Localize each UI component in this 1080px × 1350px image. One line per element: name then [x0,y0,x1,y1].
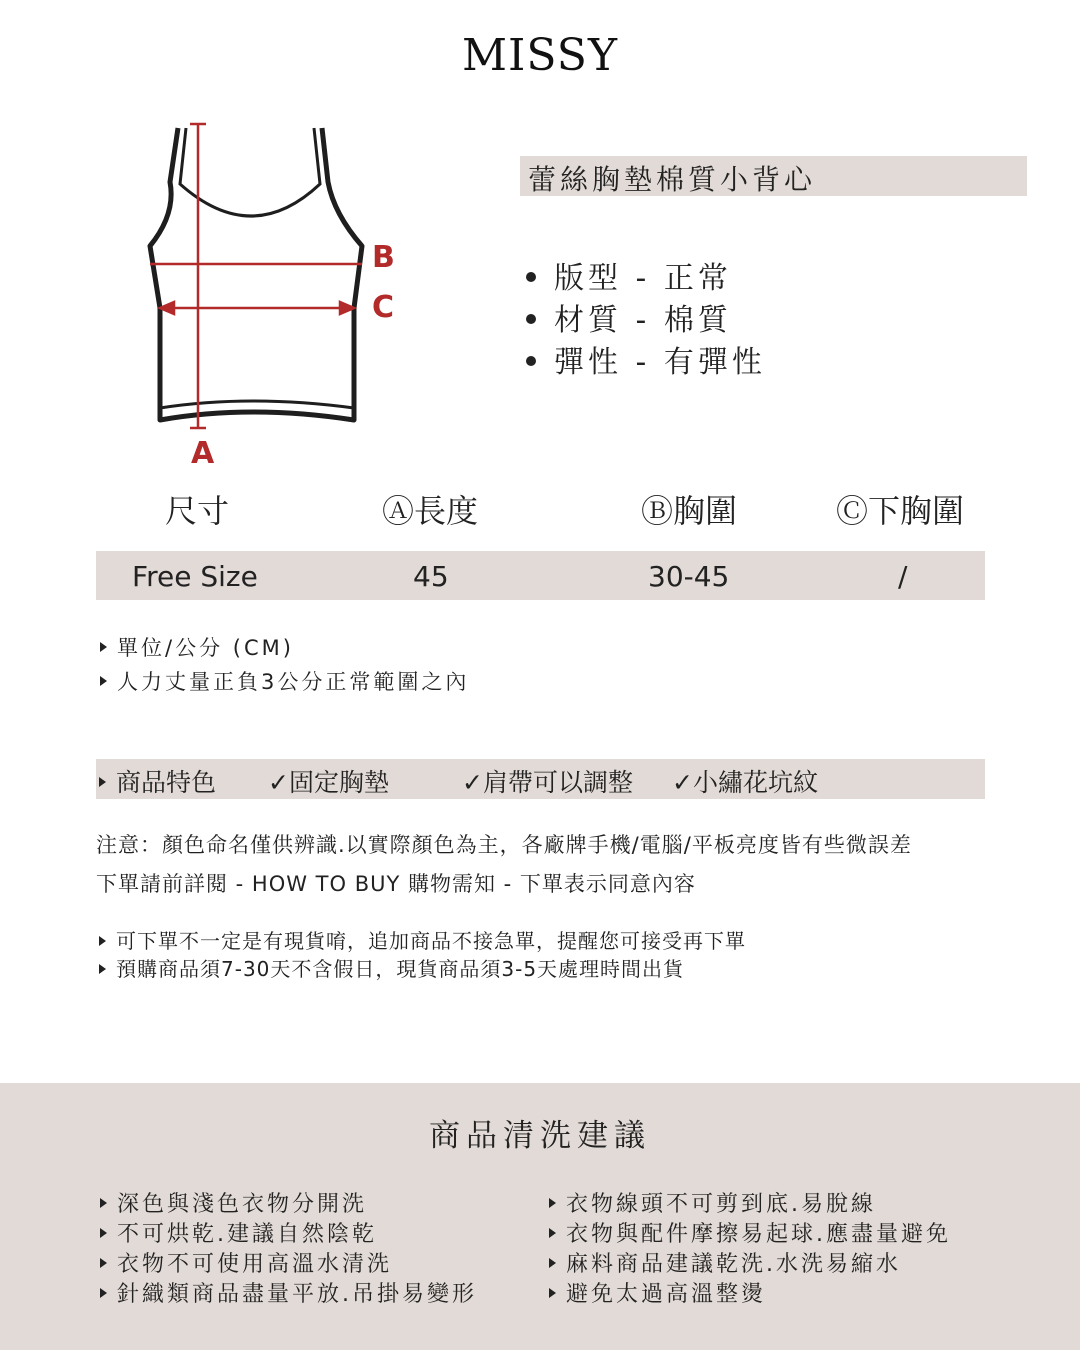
triangle-bullet-icon [549,1228,556,1238]
length-cell: 45 [413,560,449,593]
bust-cell: 30-45 [648,560,730,593]
measure-label-b: B [372,240,395,275]
order-note: 預購商品須7-30天不含假日，現貨商品須3-5天處理時間出貨 [99,953,684,982]
triangle-bullet-icon [99,964,106,974]
triangle-bullet-icon [100,1198,107,1208]
spec-item: 材質 - 棉質 [526,300,766,342]
wash-item: 衣物不可使用高溫水清洗 [100,1250,477,1280]
bullet-icon [526,272,536,282]
wash-item: 針織類商品盡量平放.吊掛易變形 [100,1280,477,1310]
wash-item: 衣物線頭不可剪到底.易脫線 [549,1190,951,1220]
tolerance-note: 人力丈量正負3公分正常範圍之內 [100,666,469,696]
product-name: 蕾絲胸墊棉質小背心 [528,163,817,196]
feature-item: ✓固定胸墊 [268,768,389,797]
underbust-cell: / [898,560,908,593]
spec-list [526,258,766,384]
unit-note: 單位/公分 (CM) [100,632,294,662]
brand-logo: MISSY [462,30,618,81]
triangle-bullet-icon [100,1258,107,1268]
spec-item: 版型 - 正常 [526,258,766,300]
triangle-bullet-icon [100,642,107,652]
bullet-icon [526,356,536,366]
caution-line-2: 下單請前詳閱 - HOW TO BUY 購物需知 - 下單表示同意內容 [96,872,696,896]
underbust-header: Ⓒ下胸圍 [836,492,965,530]
spec-item: 彈性 - 有彈性 [526,342,766,384]
measure-label-c: C [372,290,395,325]
features-label: 商品特色 [99,763,216,799]
order-note: 可下單不一定是有現貨唷，追加商品不接急單，提醒您可接受再下單 [99,925,746,954]
triangle-bullet-icon [100,1228,107,1238]
triangle-bullet-icon [99,777,106,787]
size-cell: Free Size [132,560,258,593]
size-header: 尺寸 [165,492,230,530]
product-name-bar [520,156,1027,196]
triangle-bullet-icon [549,1258,556,1268]
feature-item: ✓小繡花坑紋 [672,768,818,797]
wash-item: 不可烘乾.建議自然陰乾 [100,1220,477,1250]
wash-list-left [100,1190,477,1310]
measure-label-a: A [191,436,215,471]
caution-line-1: 注意：顏色命名僅供辨識.以實際顏色為主，各廠牌手機/電腦/平板亮度皆有些微誤差 [96,833,912,857]
triangle-bullet-icon [549,1198,556,1208]
wash-item: 衣物與配件摩擦易起球.應盡量避免 [549,1220,951,1250]
wash-title: 商品清洗建議 [429,1118,651,1154]
feature-item: ✓肩帶可以調整 [462,768,633,797]
triangle-bullet-icon [100,1288,107,1298]
triangle-bullet-icon [100,676,107,686]
wash-list-right [549,1190,951,1310]
wash-item: 麻料商品建議乾洗.水洗易縮水 [549,1250,951,1280]
wash-item: 深色與淺色衣物分開洗 [100,1190,477,1220]
bust-header: Ⓑ胸圍 [641,492,738,530]
wash-item: 避免太過高溫整燙 [549,1280,951,1310]
triangle-bullet-icon [99,936,106,946]
triangle-bullet-icon [549,1288,556,1298]
bullet-icon [526,314,536,324]
length-header: Ⓐ長度 [382,492,479,530]
